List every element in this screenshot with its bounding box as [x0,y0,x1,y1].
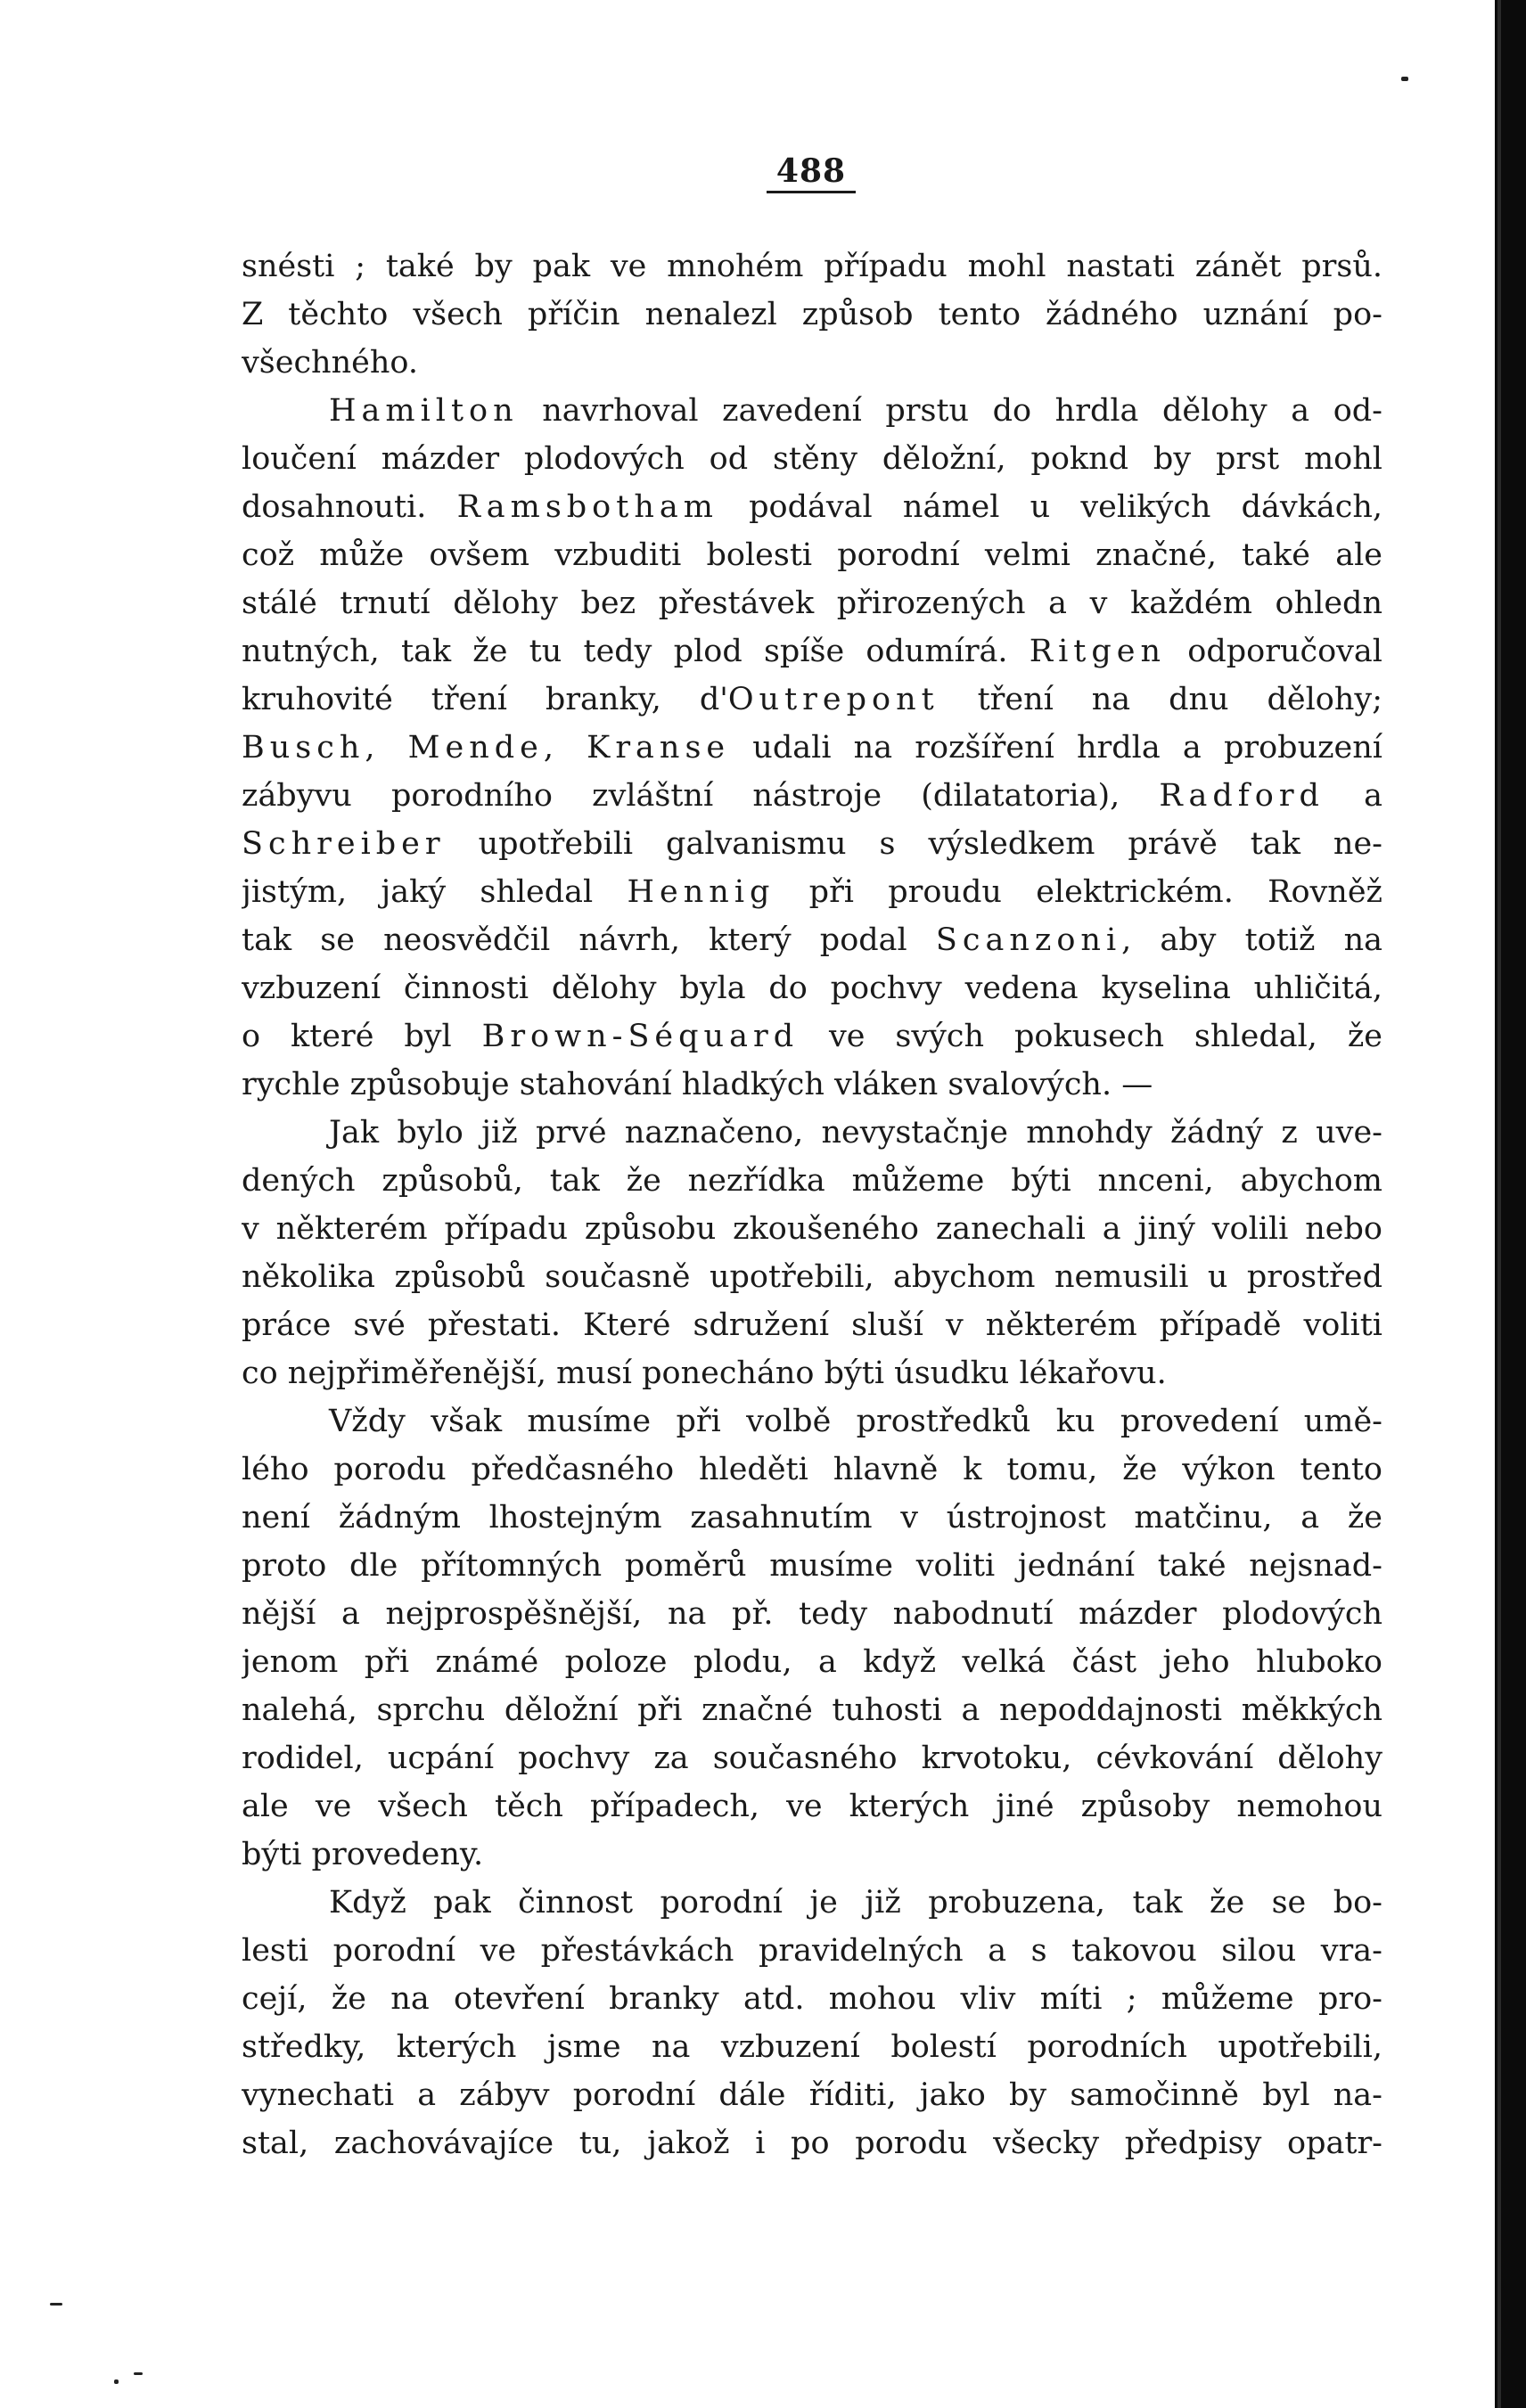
spaced-name: Brown-Séquard [481,1019,800,1054]
text-run: středky, kterých jsme na vzbuzení bolestí porodních upotřebili, [242,2029,1382,2065]
spaced-name: Hamilton [329,393,519,429]
scan-speck [50,2303,62,2306]
text-run: ve svých pokusech shledal, že [799,1019,1382,1054]
text-line [242,291,1382,339]
text-line [242,1157,1382,1205]
text-run: stálé trnutí dělohy bez přestávek přirozených a v každém ohledn [242,586,1382,621]
text-run: a [1324,778,1382,814]
text-line [242,964,1382,1012]
text-run: upotřebili galvanismu s výsledkem právě tak ne- [445,826,1382,862]
text-run: jistým, jaký shledal [242,874,628,910]
text-line [242,1782,1382,1831]
text-run: vzbuzení činnosti dělohy byla do pochvy vedena kyselina uhličitá, [242,971,1382,1006]
text-run: nější a nejprospěšnější, na př. tedy nabodnutí mázder plodových [242,1596,1382,1632]
text-run: co nejpřiměřenější, musí ponecháno býti úsudku lékařovu. [242,1356,1167,1391]
text-line [242,483,1382,531]
text-run: tak se neosvědčil návrh, který podal [242,922,936,958]
text-line [242,1927,1382,1975]
text-run: dených způsobů, tak že nezřídka můžeme býti nnceni, abychom [242,1163,1382,1199]
scan-speck [114,2379,119,2384]
text-run: což může ovšem vzbuditi bolesti porodní velmi značné, také ale [242,537,1382,573]
scan-speck [134,2372,143,2375]
text-line [242,916,1382,964]
spaced-name: Hennig [627,874,775,910]
text-run: loučení mázder plodových od stěny děložní, poknd by prst mohl [242,441,1382,477]
text-run: rychle způsobuje stahování hladkých vláken svalových. — [242,1067,1153,1102]
text-run: Když pak činnost porodní je již probuzena, tak že se bo- [329,1885,1382,1921]
text-run: Jak bylo již prvé naznačeno, nevystačnje mnohdy žádný z uve- [329,1115,1382,1151]
text-line [242,1446,1382,1494]
spaced-name: Busch, Mende, Kranse [242,730,731,766]
text-line [242,1109,1382,1157]
text-run: cejí, že na otevření branky atd. mohou vliv míti ; můžeme pro- [242,1981,1382,2017]
text-line [242,627,1382,676]
text-run: o které byl [242,1019,482,1054]
text-run: všechného. [242,345,418,381]
text-line [242,868,1382,916]
text-line [242,1301,1382,1349]
text-run: zábyvu porodního zvláštní nástroje (dilatatoria), [242,778,1160,814]
text-run: Vždy však musíme při volbě prostředků ku provedení umě- [329,1404,1382,1439]
text-line [242,1253,1382,1301]
text-run: rodidel, ucpání pochvy za současného krvotoku, cévkování dělohy [242,1740,1382,1776]
text-run: odporučoval [1166,634,1382,669]
text-line [242,2023,1382,2071]
text-run: udali na rozšíření hrdla a probuzení [730,730,1382,766]
text-line [242,820,1382,868]
text-run: při proudu elektrickém. Rovněž [775,874,1382,910]
text-line [242,1205,1382,1253]
text-run: lého porodu předčasného hleděti hlavně k tomu, že výkon tento [242,1452,1382,1487]
text-run: jenom při známé poloze plodu, a když velká část jeho hluboko [242,1644,1382,1680]
text-line [242,1734,1382,1782]
text-line [242,242,1382,291]
text-run: lesti porodní ve přestávkách pravidelných a s takovou silou vra- [242,1933,1382,1969]
text-line [242,772,1382,820]
text-run: Z těchto všech příčin nenalezl způsob tento žádného uznání po- [242,297,1382,332]
text-line [242,1349,1382,1397]
spaced-name: Outrepont [727,682,939,717]
text-run: práce své přestati. Které sdružení sluší v některém případě voliti [242,1307,1382,1343]
text-line [242,387,1382,435]
text-run: dosahnouti. [242,489,457,525]
text-run: několika způsobů současně upotřebili, abychom nemusili u prostřed [242,1259,1382,1295]
body-text [242,242,1382,2167]
spaced-name: Ramsbotham [456,489,718,525]
text-run: podával námel u velikých dávkách, [718,489,1382,525]
text-run: stal, zachovávajíce tu, jakož i po porodu všecky předpisy opatr- [242,2125,1382,2161]
text-line [242,339,1382,387]
text-line [242,1879,1382,1927]
text-line [242,1542,1382,1590]
text-line [242,435,1382,483]
text-line [242,724,1382,772]
text-run: není žádným lhostejným zasahnutím v ústrojnost matčinu, a že [242,1500,1382,1536]
page-number-rule [767,191,856,193]
text-line [242,531,1382,579]
text-run: navrhoval zavedení prstu do hrdla dělohy a od- [518,393,1382,429]
text-line [242,1975,1382,2023]
scan-border-shadow [1497,0,1501,2408]
text-run: býti provedeny. [242,1837,484,1872]
text-run: kruhovité tření branky, d' [242,682,728,717]
text-run: proto dle přítomných poměrů musíme voliti jednání také nejsnad- [242,1548,1382,1584]
text-line [242,1638,1382,1686]
text-line [242,1831,1382,1879]
text-line [242,1012,1382,1061]
text-line [242,1590,1382,1638]
text-run: snésti ; také by pak ve mnohém případu mohl nastati zánět prsů. [242,249,1382,284]
scan-speck [1401,77,1408,81]
text-run: tření na dnu dělohy; [939,682,1382,717]
spaced-name: Radford [1159,778,1325,814]
text-line [242,1061,1382,1109]
text-run: nutných, tak že tu tedy plod spíše odumírá. [242,634,1030,669]
spaced-name: Scanzoni [935,922,1122,958]
text-run: vynechati a zábyv porodní dále říditi, jako by samočinně byl na- [242,2077,1382,2113]
text-run: , aby totiž na [1121,922,1382,958]
text-line [242,579,1382,627]
text-run: ale ve všech těch případech, ve kterých jiné způsoby nemohou [242,1789,1382,1824]
text-line [242,1397,1382,1446]
text-line [242,1686,1382,1734]
page-number: 488 [775,152,847,190]
text-line [242,2119,1382,2167]
text-line [242,676,1382,724]
spaced-name: Ritgen [1029,634,1167,669]
text-line [242,2071,1382,2119]
text-run: nalehá, sprchu děložní při značné tuhosti a nepoddajnosti měkkých [242,1692,1382,1728]
text-run: v některém případu způsobu zkoušeného zanechali a jiný volili nebo [242,1211,1382,1247]
spaced-name: Schreiber [242,826,446,862]
text-line [242,1494,1382,1542]
